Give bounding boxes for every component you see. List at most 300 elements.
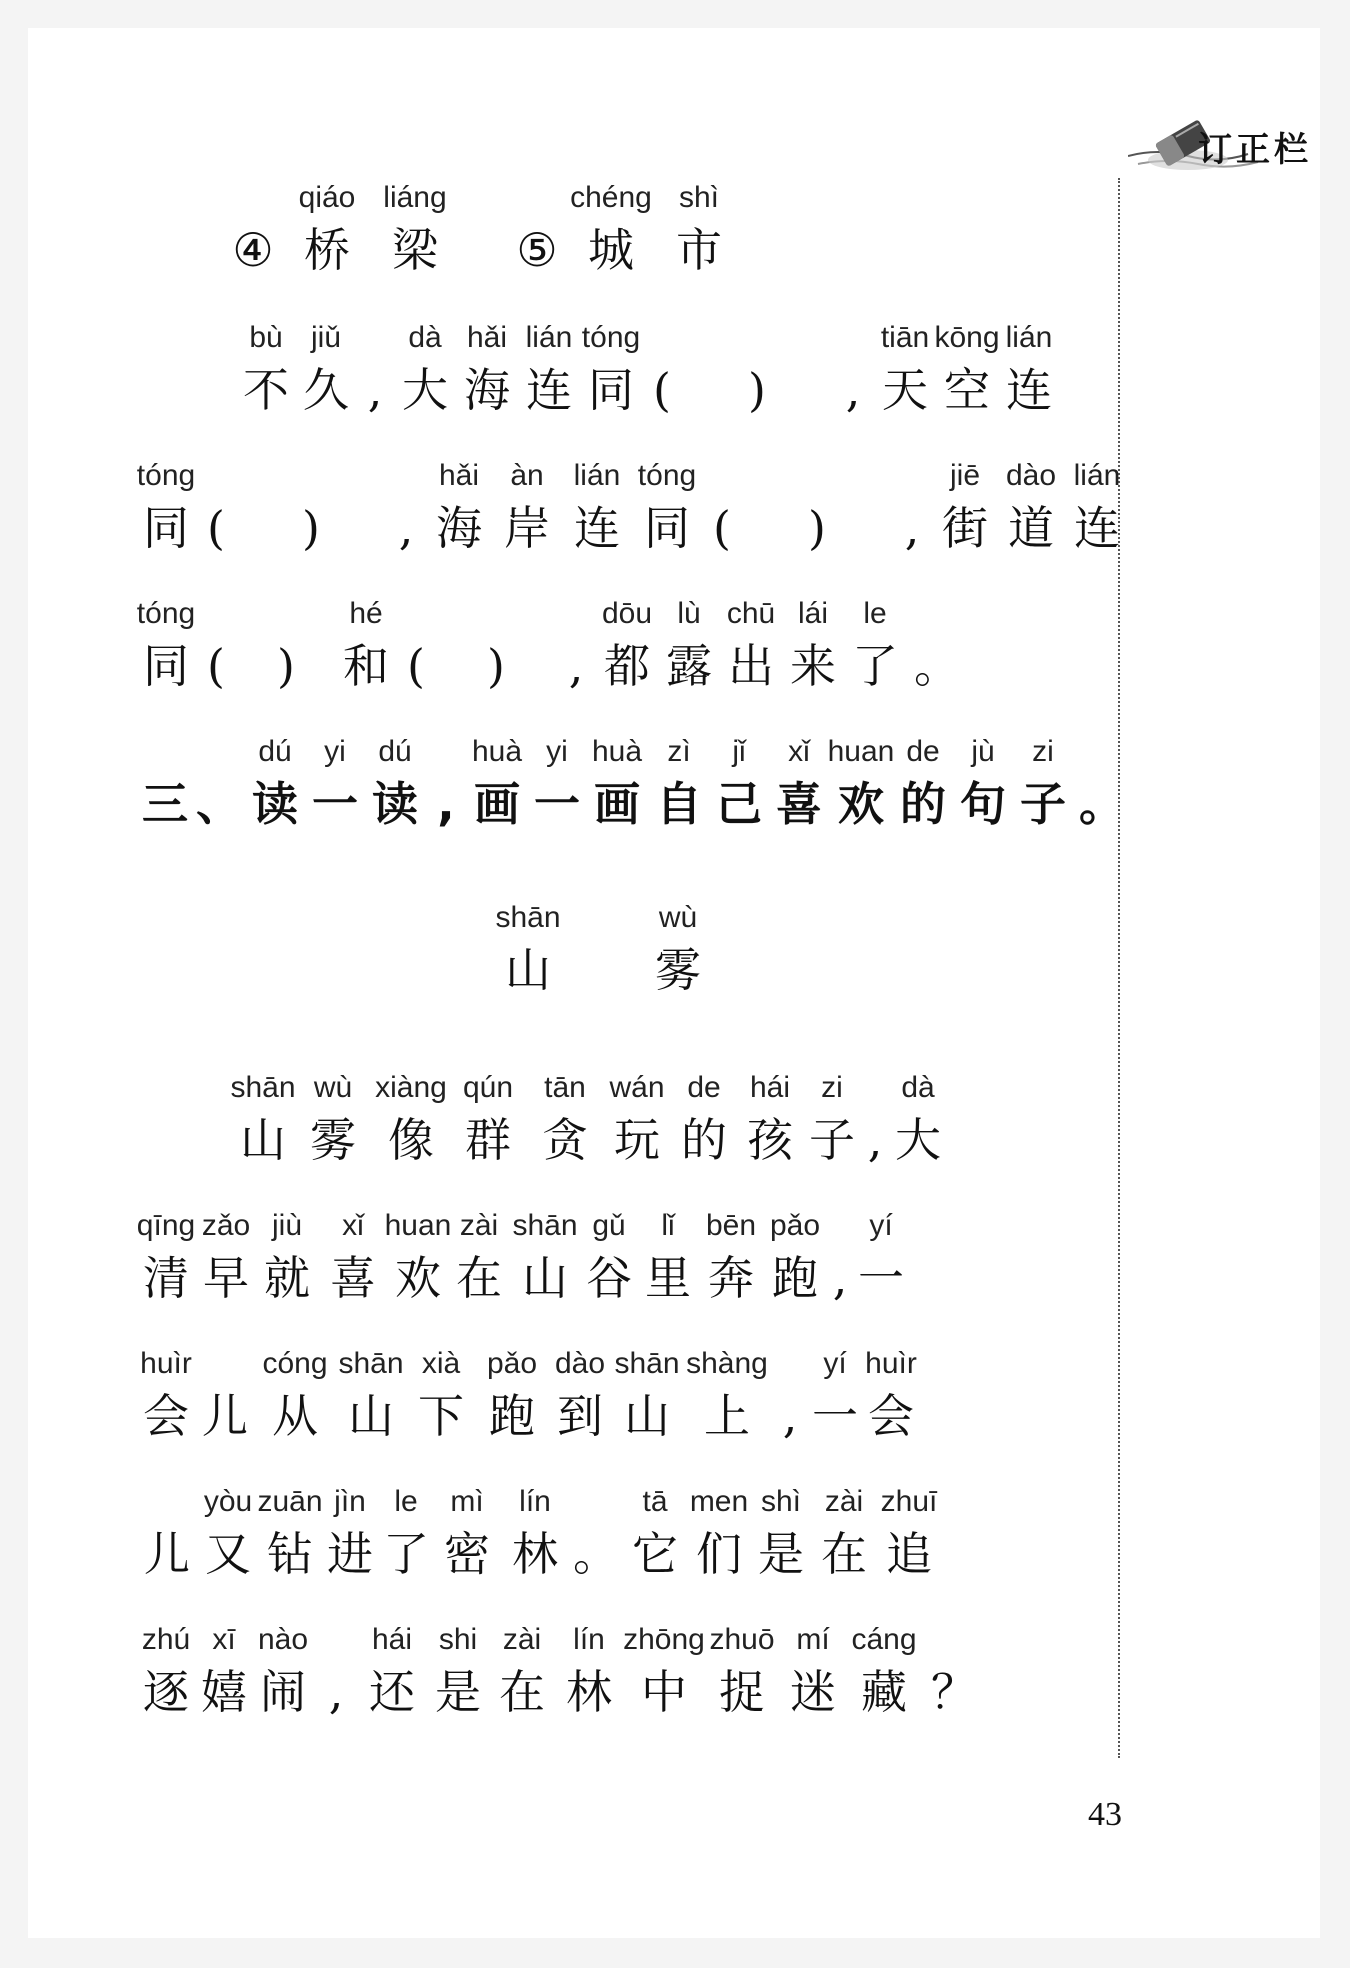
char-unit [196, 594, 236, 698]
pinyin: dōu [601, 597, 653, 630]
hanzi: 子 [1020, 777, 1066, 831]
hanzi: 嬉 [201, 1665, 247, 1719]
poem-char [846, 1620, 922, 1724]
vocab-char [283, 178, 371, 282]
hanzi: 久 [303, 363, 349, 417]
pinyin: xǐ [342, 1209, 364, 1242]
hanzi: 跑 [772, 1251, 818, 1305]
correction-column-header [1128, 108, 1348, 178]
heading-char [306, 732, 364, 836]
poem-char [434, 1482, 500, 1586]
hanzi: 下 [418, 1389, 464, 1443]
char-unit [892, 456, 932, 560]
char-unit [196, 456, 236, 560]
poem-char [322, 1482, 378, 1586]
pinyin: qīng [136, 1209, 196, 1242]
poem-char [671, 1068, 737, 1172]
hanzi: 奔 [708, 1251, 754, 1305]
heading-char [710, 732, 768, 836]
hanzi: 喜 [330, 1251, 376, 1305]
poem-char [812, 1482, 876, 1586]
pinyin: shi [438, 1623, 478, 1656]
hanzi: 露 [666, 639, 712, 693]
hanzi: 藏 [861, 1665, 907, 1719]
pinyin: chéng [570, 181, 652, 214]
hanzi: 雾 [655, 943, 701, 997]
pinyin [753, 318, 761, 358]
pinyin: shān [614, 1347, 680, 1380]
hanzi: 群 [465, 1113, 511, 1167]
pinyin: zài [459, 1209, 499, 1242]
pinyin: jiǔ [310, 321, 341, 354]
hanzi: 桥 [304, 223, 350, 277]
char-unit [136, 456, 196, 560]
pinyin [849, 318, 857, 358]
hanzi: 读 [372, 777, 418, 831]
pinyin: men [689, 1485, 749, 1518]
pinyin: kōng [934, 321, 1000, 354]
poem-char [258, 1482, 322, 1586]
poem-char [612, 1344, 682, 1448]
pinyin: de [687, 1071, 721, 1104]
heading-char [136, 732, 194, 836]
char-unit [782, 594, 844, 698]
hanzi: ) [302, 501, 320, 555]
poem-char [448, 1206, 510, 1310]
poem-char [256, 1206, 318, 1310]
char-unit [1064, 456, 1130, 560]
pinyin: hái [749, 1071, 791, 1104]
hanzi: 岸 [504, 501, 550, 555]
poem-char [622, 1482, 688, 1586]
pinyin [950, 1620, 958, 1660]
pinyin: huan [827, 735, 895, 768]
hanzi: 跑 [489, 1389, 535, 1443]
char-unit [386, 456, 426, 560]
hanzi: 连 [1006, 363, 1052, 417]
hanzi: 己 [716, 777, 762, 831]
char-unit [998, 456, 1064, 560]
section-3-heading [136, 732, 1130, 836]
pinyin [212, 456, 220, 496]
char-unit [236, 594, 336, 698]
poem-char [704, 1620, 780, 1724]
hanzi: ( [207, 639, 225, 693]
pinyin: de [906, 735, 940, 768]
hanzi: 自 [656, 777, 702, 831]
hanzi: 是 [435, 1665, 481, 1719]
pinyin: pǎo [486, 1347, 538, 1380]
poem-char [336, 1344, 406, 1448]
hanzi: 还 [369, 1665, 415, 1719]
hanzi: 儿 [144, 1527, 190, 1581]
poem-char [688, 1482, 750, 1586]
char-unit [596, 594, 658, 698]
char-unit [556, 594, 596, 698]
pinyin: dào [554, 1347, 606, 1380]
char-unit [426, 456, 492, 560]
pinyin [307, 456, 315, 496]
pinyin: cáng [851, 1623, 917, 1656]
vocab-char [655, 178, 743, 282]
poem-char [861, 1068, 889, 1172]
title-char [638, 898, 718, 1002]
pinyin: lián [1073, 459, 1121, 492]
pinyin: shì [678, 181, 720, 214]
pinyin: zuān [257, 1485, 323, 1518]
pinyin: wán [609, 1071, 665, 1104]
hanzi: 道 [1008, 501, 1054, 555]
hanzi: 天 [882, 363, 928, 417]
poem-char [318, 1206, 388, 1310]
heading-char [244, 732, 306, 836]
pinyin [933, 594, 941, 634]
pinyin: jǐ [732, 735, 746, 768]
pinyin: gǔ [592, 1209, 626, 1242]
pinyin: pǎo [769, 1209, 821, 1242]
pinyin: lián [573, 459, 621, 492]
pinyin: jìn [334, 1485, 366, 1518]
pinyin: tiān [880, 321, 930, 354]
char-unit [236, 318, 296, 422]
pinyin: yi [324, 735, 346, 768]
correction-column-title: 订正栏 [1198, 130, 1312, 170]
pinyin: huà [591, 735, 643, 768]
pinyin: zi [1032, 735, 1054, 768]
hanzi: 又 [205, 1527, 251, 1581]
hanzi: 同 [143, 639, 189, 693]
sidebar-divider [1118, 178, 1120, 1758]
char-unit [682, 318, 832, 422]
pinyin: yòu [203, 1485, 253, 1518]
pinyin: wù [313, 1071, 353, 1104]
hanzi: 一 [812, 1389, 858, 1443]
hanzi: , [832, 1251, 848, 1305]
poem-char [293, 1068, 373, 1172]
hanzi: 里 [645, 1251, 691, 1305]
char-unit [296, 318, 356, 422]
char-unit [936, 318, 998, 422]
char-unit [702, 456, 742, 560]
hanzi: 同 [588, 363, 634, 417]
pinyin: jiē [949, 459, 980, 492]
pinyin: shān [338, 1347, 404, 1380]
heading-char [466, 732, 528, 836]
poem-line-5 [136, 1620, 986, 1724]
hanzi: 林 [512, 1527, 558, 1581]
pinyin: zhōng [623, 1623, 705, 1656]
poem-title [488, 898, 718, 1002]
pinyin [371, 318, 379, 358]
hanzi: , [568, 639, 584, 693]
poem-char [570, 1482, 622, 1586]
hanzi: 一 [858, 1251, 904, 1305]
pinyin: huìr [140, 1347, 192, 1380]
poem-char [426, 1620, 490, 1724]
poem-char [136, 1620, 196, 1724]
char-unit [580, 318, 642, 422]
char-unit [396, 594, 436, 698]
poem-char [476, 1344, 548, 1448]
hanzi: 。 [914, 639, 960, 693]
poem-line-3 [136, 1344, 920, 1448]
fill-line-3 [136, 594, 968, 698]
char-unit [336, 594, 396, 698]
heading-char [1012, 732, 1074, 836]
char-unit [742, 456, 892, 560]
pinyin [658, 318, 666, 358]
pinyin: tā [642, 1485, 668, 1518]
hanzi: 的 [900, 777, 946, 831]
hanzi: 到 [557, 1389, 603, 1443]
poem-char [554, 1620, 624, 1724]
hanzi: 的 [681, 1113, 727, 1167]
heading-char [528, 732, 586, 836]
pinyin: tóng [136, 597, 196, 630]
pinyin: le [394, 1485, 418, 1518]
char-unit [492, 456, 562, 560]
hanzi: 连 [1074, 501, 1120, 555]
hanzi: 山 [624, 1389, 670, 1443]
hanzi: 上 [704, 1389, 750, 1443]
poem-char [196, 1344, 254, 1448]
hanzi: 山 [522, 1251, 568, 1305]
pinyin: qún [462, 1071, 514, 1104]
pinyin: zài [502, 1623, 542, 1656]
char-unit [832, 318, 874, 422]
pinyin: cóng [262, 1347, 328, 1380]
hanzi: ( [713, 501, 731, 555]
hanzi: 句 [960, 777, 1006, 831]
hanzi: ( [407, 639, 425, 693]
pinyin: dú [378, 735, 412, 768]
pinyin: jù [971, 735, 995, 768]
pinyin [786, 1344, 794, 1384]
page-number: 43 [1088, 1796, 1122, 1833]
pinyin: hǎi [438, 459, 480, 492]
char-unit [394, 318, 456, 422]
hanzi: , [782, 1389, 798, 1443]
hanzi: 了 [852, 639, 898, 693]
pinyin: yi [546, 735, 568, 768]
hanzi: ？ [931, 1665, 977, 1719]
hanzi: 欢 [838, 777, 884, 831]
hanzi: 追 [886, 1527, 932, 1581]
pinyin: le [863, 597, 887, 630]
heading-char [648, 732, 710, 836]
hanzi: 它 [632, 1527, 678, 1581]
pinyin [212, 594, 220, 634]
hanzi: 大 [895, 1113, 941, 1167]
pinyin: huà [471, 735, 523, 768]
pinyin: xià [421, 1347, 461, 1380]
pinyin: lù [677, 597, 701, 630]
hanzi: 画 [594, 777, 640, 831]
pinyin: tóng [637, 459, 697, 492]
hanzi: 山 [240, 1113, 286, 1167]
pinyin [163, 1482, 171, 1522]
hanzi: , [398, 501, 414, 555]
char-unit [632, 456, 702, 560]
heading-char [954, 732, 1012, 836]
hanzi: , [437, 777, 455, 831]
char-unit [874, 318, 936, 422]
pinyin: qiáo [298, 181, 356, 214]
poem-line-1 [230, 1068, 947, 1172]
pinyin: yí [869, 1209, 893, 1242]
poem-char [624, 1620, 704, 1724]
pinyin [718, 456, 726, 496]
heading-char [892, 732, 954, 836]
pinyin: dào [1005, 459, 1057, 492]
poem-char [922, 1620, 986, 1724]
hanzi: 了 [383, 1527, 429, 1581]
pinyin: àn [510, 459, 544, 492]
hanzi: 。 [1079, 777, 1125, 831]
pinyin: shān [512, 1209, 578, 1242]
hanzi: 捉 [719, 1665, 765, 1719]
hanzi: , [845, 363, 861, 417]
vocab-char [371, 178, 459, 282]
heading-char [364, 732, 426, 836]
char-unit [136, 594, 196, 698]
hanzi: 连 [526, 363, 572, 417]
hanzi: 空 [944, 363, 990, 417]
pinyin: zi [821, 1071, 843, 1104]
hanzi: ) [487, 639, 505, 693]
poem-char [780, 1620, 846, 1724]
poem-char [358, 1620, 426, 1724]
hanzi: 街 [942, 501, 988, 555]
pinyin [282, 594, 290, 634]
hanzi: 像 [388, 1113, 434, 1167]
hanzi: 海 [464, 363, 510, 417]
poem-char [737, 1068, 803, 1172]
pinyin: xī [212, 1623, 236, 1656]
pinyin: shān [230, 1071, 296, 1104]
hanzi: 从 [272, 1389, 318, 1443]
hanzi: 是 [758, 1527, 804, 1581]
poem-char [373, 1068, 449, 1172]
poem-char [682, 1344, 772, 1448]
poem-char [378, 1482, 434, 1586]
hanzi: 雾 [310, 1113, 356, 1167]
vocab-char [567, 178, 655, 282]
hanzi: 都 [604, 639, 650, 693]
hanzi: 们 [696, 1527, 742, 1581]
poem-char [449, 1068, 527, 1172]
hanzi: 中 [641, 1665, 687, 1719]
char-unit [998, 318, 1060, 422]
hanzi: 钻 [267, 1527, 313, 1581]
hanzi: 不 [243, 363, 289, 417]
pinyin: tóng [581, 321, 641, 354]
pinyin: dà [408, 321, 442, 354]
pinyin [402, 456, 410, 496]
pinyin: xiàng [375, 1071, 447, 1104]
item-number: ④ [232, 223, 274, 277]
pinyin: tóng [136, 459, 196, 492]
hanzi: 早 [203, 1251, 249, 1305]
pinyin [492, 594, 500, 634]
char-unit [236, 456, 386, 560]
hanzi: ( [653, 363, 671, 417]
hanzi: 。 [573, 1527, 619, 1581]
hanzi: 贪 [542, 1113, 588, 1167]
pinyin [161, 732, 169, 772]
pinyin: mì [450, 1485, 484, 1518]
char-unit [844, 594, 906, 698]
hanzi: 来 [790, 639, 836, 693]
pinyin: lián [525, 321, 573, 354]
heading-char [586, 732, 648, 836]
hanzi: 进 [327, 1527, 373, 1581]
hanzi: 孩 [747, 1113, 793, 1167]
char-unit [720, 594, 782, 698]
pinyin: tān [544, 1071, 586, 1104]
poem-line-2 [136, 1206, 908, 1310]
hanzi: ) [277, 639, 295, 693]
pinyin: mí [796, 1623, 830, 1656]
char-unit [562, 456, 632, 560]
pinyin [572, 594, 580, 634]
pinyin: hǎi [466, 321, 508, 354]
poem-char [510, 1206, 580, 1310]
pinyin: shān [495, 901, 561, 934]
poem-char [862, 1344, 920, 1448]
hanzi: 读 [252, 777, 298, 831]
poem-char [136, 1482, 198, 1586]
pinyin: hái [371, 1623, 413, 1656]
poem-char [698, 1206, 764, 1310]
poem-char [384, 1206, 452, 1310]
char-unit [436, 594, 556, 698]
hanzi: 密 [444, 1527, 490, 1581]
hanzi: 清 [143, 1251, 189, 1305]
pinyin: lǐ [661, 1209, 675, 1242]
pinyin: xǐ [788, 735, 810, 768]
poem-char [772, 1344, 808, 1448]
hanzi: 一 [312, 777, 358, 831]
pinyin: jiù [271, 1209, 302, 1242]
hanzi: 就 [264, 1251, 310, 1305]
hanzi: 山 [348, 1389, 394, 1443]
hanzi: 同 [143, 501, 189, 555]
hanzi: 市 [676, 223, 722, 277]
poem-char [230, 1068, 296, 1172]
pinyin [221, 1344, 229, 1384]
hanzi: 画 [474, 777, 520, 831]
hanzi: 儿 [202, 1389, 248, 1443]
poem-char [136, 1344, 196, 1448]
pinyin: lián [1005, 321, 1053, 354]
poem-char [580, 1206, 638, 1310]
poem-char [527, 1068, 603, 1172]
poem-char [196, 1206, 256, 1310]
heading-char [827, 732, 895, 836]
pinyin: yí [823, 1347, 847, 1380]
pinyin: nào [257, 1623, 309, 1656]
vocab-row [223, 178, 743, 282]
pinyin: dú [258, 735, 292, 768]
heading-char [426, 732, 466, 836]
poem-char [854, 1206, 908, 1310]
fill-line-1 [236, 318, 1060, 422]
hanzi: 子 [809, 1113, 855, 1167]
hanzi: , [328, 1665, 344, 1719]
hanzi: 迷 [790, 1665, 836, 1719]
poem-char [889, 1068, 947, 1172]
